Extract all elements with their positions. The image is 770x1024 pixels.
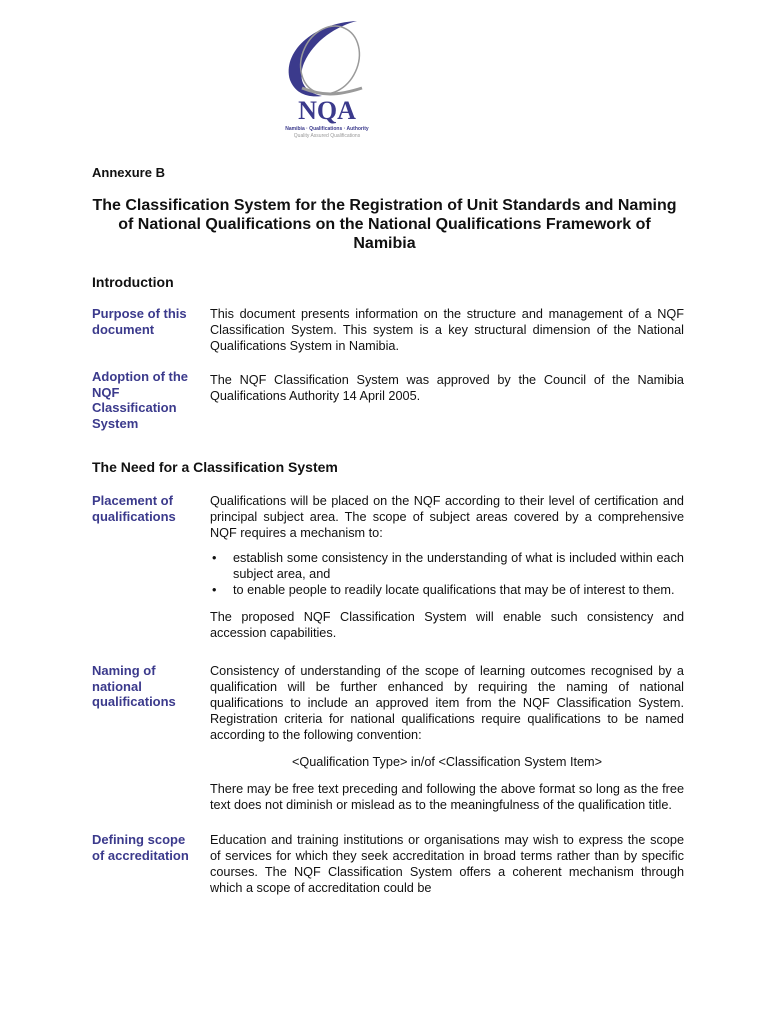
side-label-placement: Placement of qualifications: [92, 493, 176, 524]
section-heading-introduction: Introduction: [92, 274, 174, 290]
side-label-scope: Defining scope of accreditation: [92, 832, 189, 863]
naming-convention: <Qualification Type> in/of <Classification System Item>: [291, 755, 603, 769]
row-purpose: [92, 306, 684, 354]
row-placement: [92, 493, 684, 641]
side-label-adoption: Adoption of the NQF Classification System: [92, 369, 189, 431]
row-naming: [92, 663, 684, 813]
document-title: The Classification System for the Registration of Unit Standards and Naming of National Qualifications on the National Qualifications Framework of Namibia: [92, 197, 677, 252]
paragraph-purpose: This document presents information on the structure and management of a NQF Classification System. This system is a key structural dimension of the National Qualifications System in Namibia.: [210, 307, 684, 353]
nqa-logo: [262, 18, 392, 140]
nqa-q-emblem: [262, 18, 392, 102]
document-body: [92, 274, 684, 896]
logo-wordmark: NQA: [298, 96, 356, 125]
paragraph-scope: Education and training institutions or organisations may wish to express the scope of services for which they seek accreditation in broad terms rather than by specific courses. The NQF Classification System offers a coherent mechanism through which a scope of accreditation could be: [210, 833, 684, 895]
paragraph-placement: Qualifications will be placed on the NQF according to their level of certification and principal subject area. The scope of subject areas covered by a comprehensive NQF requires a mechanism to:: [210, 494, 684, 540]
paragraph-placement-after: The proposed NQF Classification System will enable such consistency and accession capabilities.: [210, 610, 684, 640]
logo-tagline: Namibia · Qualifications · Authority: [285, 126, 369, 132]
paragraph-adoption: The NQF Classification System was approved by the Council of the Namibia Qualifications Authority 14 April 2005.: [210, 373, 684, 403]
bullet-item: • to enable people to readily locate qualifications that may be of interest to them.: [210, 582, 684, 598]
row-scope: [92, 832, 684, 896]
placement-bullets: [210, 550, 684, 598]
placement-block: [210, 493, 684, 641]
row-adoption: [92, 369, 684, 431]
bullet-item: • establish some consistency in the understanding of what is included within each subject area, and: [210, 550, 684, 582]
paragraph-naming-after: There may be free text preceding and following the above format so long as the free text does not diminish or mislead as to the meaningfulness of the qualification title.: [210, 782, 684, 812]
paragraph-naming: Consistency of understanding of the scope of learning outcomes recognised by a qualification will be further enhanced by requiring the naming of national qualifications to include an approved item from the NQF Classification System. Registration criteria for national qualifications require qualifications to be named according to the following convention:: [210, 664, 684, 742]
logo-subtagline: Quality Assured Qualifications: [293, 133, 361, 139]
naming-block: [210, 663, 684, 813]
section-heading-need: The Need for a Classification System: [92, 459, 338, 475]
side-label-purpose: Purpose of this document: [92, 306, 187, 337]
annex-label: Annexure B: [92, 165, 165, 180]
side-label-naming: Naming of national qualifications: [92, 663, 176, 709]
